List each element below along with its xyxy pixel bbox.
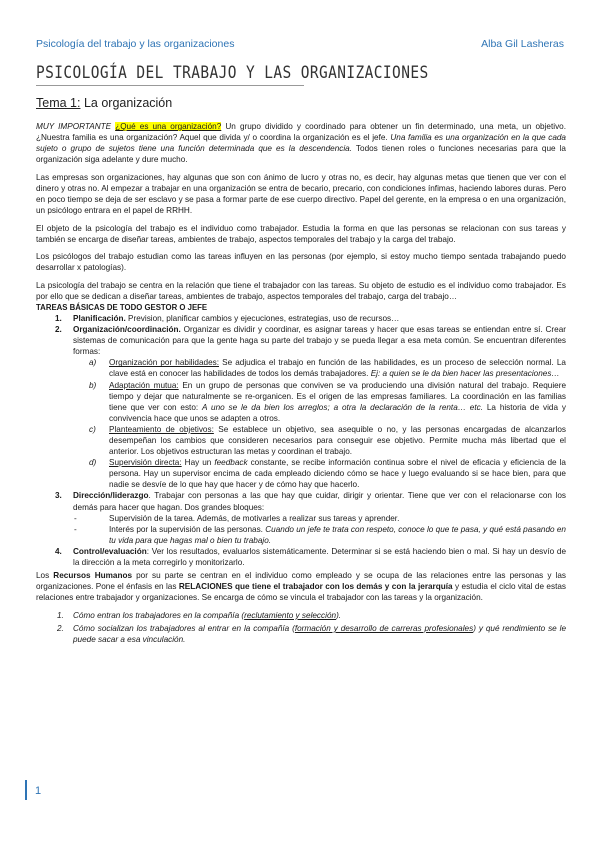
task-text: Organizar es dividir y coordinar, es asignar tareas y hacer que esas tareas se entiendan entre sí. Crear sistemas de comunicación para que la gente haga su parte del trabajo y se pueda llegar a esa meta común. Se encuentran diferentes formas: [73,325,566,357]
section-heading [36,96,172,110]
question-text: Cómo socializan los trabajadores al entrar en la compañía ( [73,623,295,633]
highlighted-question: ¿Qué es una organización? [115,122,222,131]
bullet-dash: - [74,524,77,534]
question-end: ). [336,610,342,620]
bullet-example: Cuando un jefe te trata con respeto, conoce lo que te pasa, y qué está pasando en tu vida para que hagas mal o bien tu trabajo. [109,524,566,545]
task-title: Control/evaluación [73,546,147,556]
definition-text-end: Todos tienen roles o funciones necesarias para que la organización siga adelante y dure mucho. [36,144,566,165]
subtask-example: Ej: a quien se le da bien hacer las presentaciones… [370,369,560,379]
subtask-letter: d) [89,458,97,468]
task-number: 2. [55,325,62,335]
subtask-text-end: constante, se recibe información continua sobre el nivel de eficacia y eficiencia de la persona. Hay un supervisor encima de cada empleado diciendo cómo se hace y luego evaluando si se hace bien, para que nadie se desvíe de lo que hay que hacer y de cómo hay que hacerlo. [109,458,566,490]
subtask-text: Hay un [181,458,215,468]
bullet-text: Supervisión de la tarea. Además, de motivarles a realizar sus tareas y aprender. [109,513,400,523]
paragraph-object: El objeto de la psicología del trabajo es el individuo como trabajador. Estudia la forma en que las personas se relacionan con sus tareas y también se encarga de diseñar tareas, ambientes de trabajo, aspectos temporales del trabajo y la carga del trabajo. [36,223,566,244]
header-author: Alba Gil Lasheras [481,38,564,50]
feedback-term: feedback [214,458,248,468]
title-underline [36,85,304,86]
task-item [36,490,566,512]
rrhh-text: Los [36,571,54,581]
subtask-item [36,424,566,457]
subtask-text-end: La historia de vida y convivencia hace que unos se adapten a otros. [109,402,566,423]
subtask-text: En un grupo de personas que conviven se va produciendo una división natural del trabajo. Requiere tiempo y dejar que naturalmente se re-organicen. Es el origen de las empresas familiares. La coordinación en las familias tiene que ver con esto: [109,380,566,412]
footer-accent-bar [25,780,27,800]
subtask-text: Se establece un objetivo, sea asequible o no, y las personas encargadas de alcanzarlos desempeñan los cambios que consideren necesarios para conseguir ese objetivo. Permite mucha más libertad que el anterior. Los objetivos estructuran las metas y coordinan el trabajo. [109,424,566,457]
task-text: . Trabajar con personas a las que hay que cuidar, dirigir y orientar. Tiene que ver con el relacionarse con los demás para hacer que hagan. Dos grandes bloques: [73,491,566,512]
definition-text: Un grupo dividido y coordinado para obtener un fin determinado, una meta, un objetivo. ¿Nuestra familia es una organización? Aquel que divida y/ o coordina la organización es el jefe. [36,122,566,143]
question-end: ) y qué rendimiento se le puede sacar a esa vinculación. [73,623,567,644]
subtask-letter: b) [89,380,97,390]
task-text: : Ver los resultados, evaluarlos sistemáticamente. Determinar si se está haciendo bien o mal. Si hay un desvío de la dirección a la meta corregirlo y monitorizarlo. [73,546,566,568]
paragraph-rrhh [36,570,566,603]
page-number: 1 [35,785,42,797]
question-item [36,623,566,645]
task-title: Planificación. [73,313,126,323]
task-item [36,313,566,324]
subtask-letter: a) [89,358,97,368]
paragraph-psychologists: Los psicólogos del trabajo estudian como las tareas influyen en las personas (por ejemplo, si estoy mucho tiempo sentada trabajando puedo desarrollar x patologías). [36,252,566,273]
question-underlined: formación y desarrollo de carreras profesionales [294,623,474,633]
task-title: Dirección/liderazgo [73,491,149,501]
family-example: Una familia es una organización en la que cada sujeto o grupo de sujetos tiene una función determinada que es la descendencia. [36,133,566,154]
rrhh-bold-relations: RELACIONES que tiene el trabajador con los demás y con la jerarquía [178,582,453,592]
bullet-item [36,524,566,546]
document-title: PSICOLOGÍA DEL TRABAJO Y LAS ORGANIZACIONES [36,64,429,83]
paragraph-relation: La psicología del trabajo se centra en la relación que tiene el trabajador con las tareas. Su objeto de estudio es el individuo como trabajador. Es por ello que se dedican a diseñar tareas, ambientes de trabajo, aspectos temporales del trabajo, carga del trabajo… [36,280,566,301]
subtask-letter: c) [89,424,96,434]
document-body [36,121,566,647]
task-title: Organización/coordinación. [73,325,181,335]
question-item [36,610,566,621]
subtask-title: Planteamiento de objetivos: [109,424,214,434]
tasks-heading: TAREAS BÁSICAS DE TODO GESTOR O JEFE [36,302,208,312]
section-label: Tema 1: [36,96,81,110]
rrhh-bold-term: Recursos Humanos [53,571,133,581]
paragraph-companies: Las empresas son organizaciones, hay algunas que son con ánimo de lucro y otras no, es decir, hay algunas metas que tienen que ver con el dinero y otras no. Al empezar a trabajar en una organización se entra de becario, precario, con condiciones ínfimas, haciendo labores duras. Pero en poco tiempo se deja de ser esclavo y se pasa a formar parte de ese cuerpo directivo. Papel del gerente, en la empresa o en una organización, un psicólogo entrara en el papel de RRHH. [36,172,566,216]
question-underlined: reclutamiento y selección [244,610,337,620]
question-number: 1. [57,610,64,620]
subtask-text: Se adjudica el trabajo en función de las habilidades, es un proceso de selección normal. La clave está en conocer las habilidades de todos los demás trabajadores. [109,358,566,379]
question-number: 2. [57,623,64,633]
bullet-dash: - [74,513,77,523]
task-text: Prevision, planificar cambios y ejecuciones, estrategias, uso de recursos… [125,313,400,323]
subtask-item [36,380,566,424]
task-number: 1. [55,313,62,323]
important-label: MUY IMPORTANTE [36,122,112,131]
task-item [36,324,566,357]
task-item [36,546,566,568]
section-title: La organización [83,96,173,110]
task-number: 3. [55,491,62,501]
subtask-item [36,357,566,379]
header-course: Psicología del trabajo y las organizaciones [36,38,235,50]
bullet-text: Interés por la supervisión de las personas. [109,524,266,534]
subtask-example: A uno se le da bien los arreglos; a otra la declaración de la renta… etc. [202,402,483,412]
subtask-item [36,457,566,490]
task-number: 4. [55,546,62,556]
subtask-title: Supervisión directa: [109,458,182,468]
paragraph-definition [36,121,566,165]
rrhh-text-end: y estudia el ciclo vital de estas relaciones entre trabajador y organizaciones. Se encarga de cómo se vincula el trabajador con las tareas y la organización. [36,582,567,603]
subtask-title: Adaptación mutua: [109,380,179,390]
subtask-title: Organización por habilidades: [109,358,219,368]
question-text: Cómo entran los trabajadores en la compañía ( [73,610,245,620]
bullet-item [36,513,566,524]
rrhh-text: por su parte se centran en el individuo como empleado y se ocupa de las relaciones entre las personas y las organizaciones. Pone el énfasis en las [36,571,566,592]
